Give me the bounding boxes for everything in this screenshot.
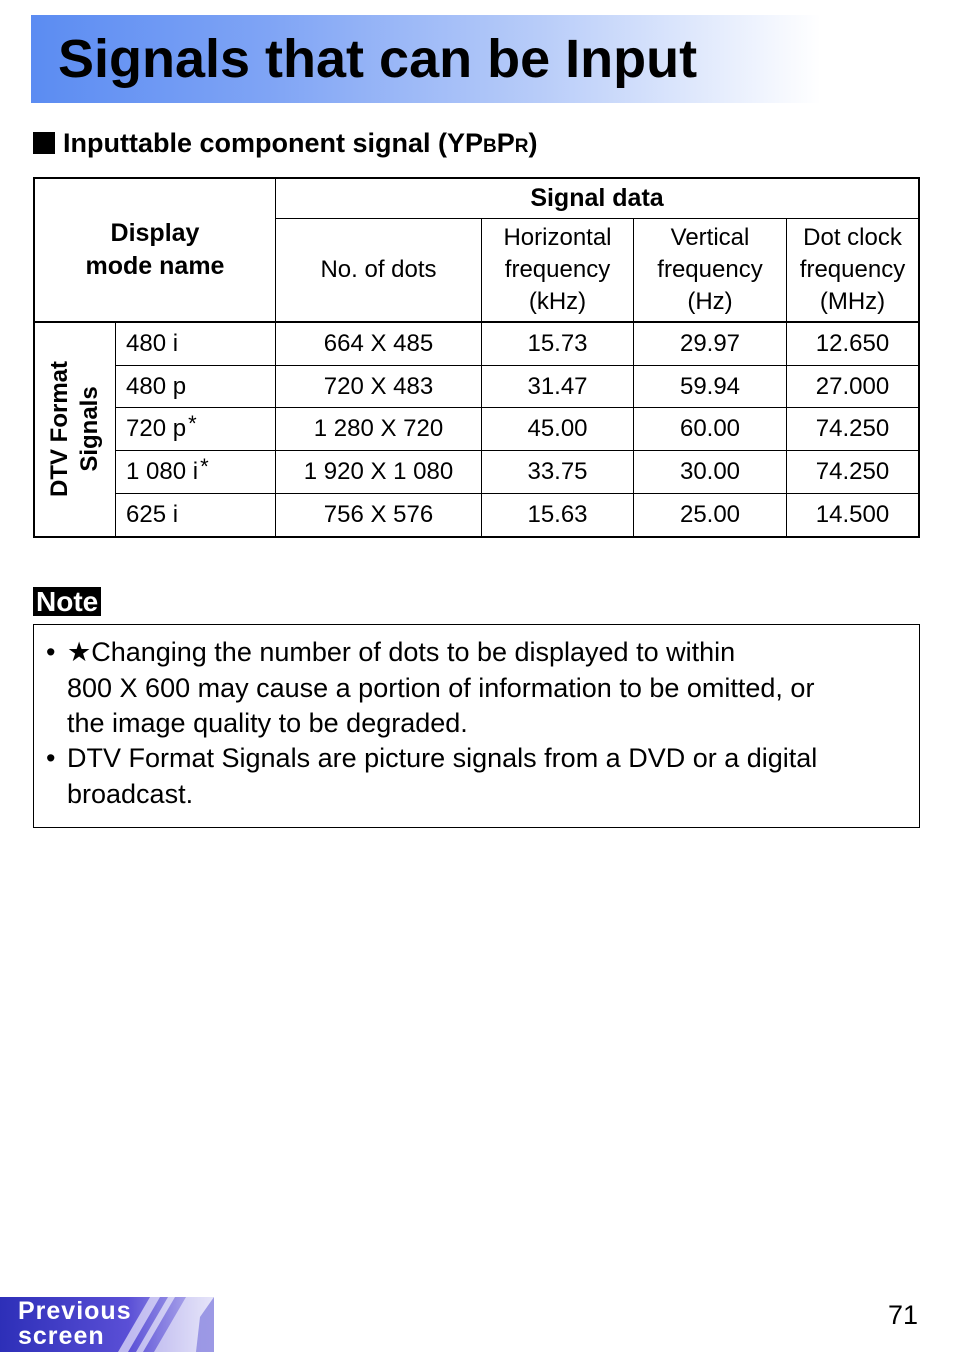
page-title: Signals that can be Input <box>58 29 698 89</box>
dots-cell: 1 280 X 720 <box>276 408 482 451</box>
mode-cell: 480 i <box>116 322 276 365</box>
note-label: Note <box>33 587 101 616</box>
col-header-horizontal: Horizontal frequency (kHz) <box>482 218 634 322</box>
table-row <box>34 451 919 494</box>
col-header-dot-clock: Dot clock frequency (MHz) <box>787 218 920 322</box>
display-mode-header: Display mode name <box>34 178 276 322</box>
table-row <box>34 322 919 365</box>
col-header-dots: No. of dots <box>276 218 482 322</box>
col-header-vertical: Vertical frequency (Hz) <box>634 218 787 322</box>
h-freq-cell: 15.73 <box>482 322 634 365</box>
section-heading <box>33 126 538 160</box>
mode-cell: 625 i <box>116 494 276 537</box>
table-row <box>34 365 919 408</box>
v-freq-cell: 30.00 <box>634 451 787 494</box>
dots-cell: 720 X 483 <box>276 365 482 408</box>
mode-cell: 720 p* <box>116 408 276 451</box>
v-freq-cell: 59.94 <box>634 365 787 408</box>
bullet-icon: • <box>46 637 56 667</box>
h-freq-cell: 33.75 <box>482 451 634 494</box>
h-freq-cell: 31.47 <box>482 365 634 408</box>
mode-cell: 480 p <box>116 365 276 408</box>
bullet-icon: • <box>46 743 56 773</box>
page-number: 71 <box>888 1300 919 1330</box>
dots-cell: 1 920 X 1 080 <box>276 451 482 494</box>
h-freq-cell: 15.63 <box>482 494 634 537</box>
note-box: • ★Changing the number of dots to be displayed to within 800 X 600 may cause a portion of information to be omitted, or the image quality to be degraded. • DTV Format Signals are picture signals from a DVD or a digital broadcast. <box>33 624 920 828</box>
dot-clock-cell: 27.000 <box>787 365 920 408</box>
dot-clock-cell: 12.650 <box>787 322 920 365</box>
v-freq-cell: 29.97 <box>634 322 787 365</box>
dtv-group-label: DTV Format Signals <box>34 322 116 537</box>
v-freq-cell: 60.00 <box>634 408 787 451</box>
signal-data-header: Signal data <box>276 178 920 218</box>
dots-cell: 756 X 576 <box>323 501 434 529</box>
v-freq-cell: 25.00 <box>634 494 787 537</box>
h-freq-cell: 45.00 <box>482 408 634 451</box>
table-row <box>34 494 919 537</box>
dot-clock-cell: 74.250 <box>787 451 920 494</box>
dots-cell: 664 X 485 <box>276 322 482 365</box>
dot-clock-cell: 74.250 <box>787 408 920 451</box>
square-bullet-icon <box>33 132 55 154</box>
mode-cell: 1 080 i* <box>116 451 276 494</box>
dot-clock-cell: 14.500 <box>787 494 920 537</box>
signal-table <box>33 177 920 538</box>
section-heading-text: Inputtable component signal (YPBPR) <box>63 127 538 158</box>
previous-screen-button[interactable]: Previous screen <box>0 1297 214 1352</box>
table-row <box>34 408 919 451</box>
